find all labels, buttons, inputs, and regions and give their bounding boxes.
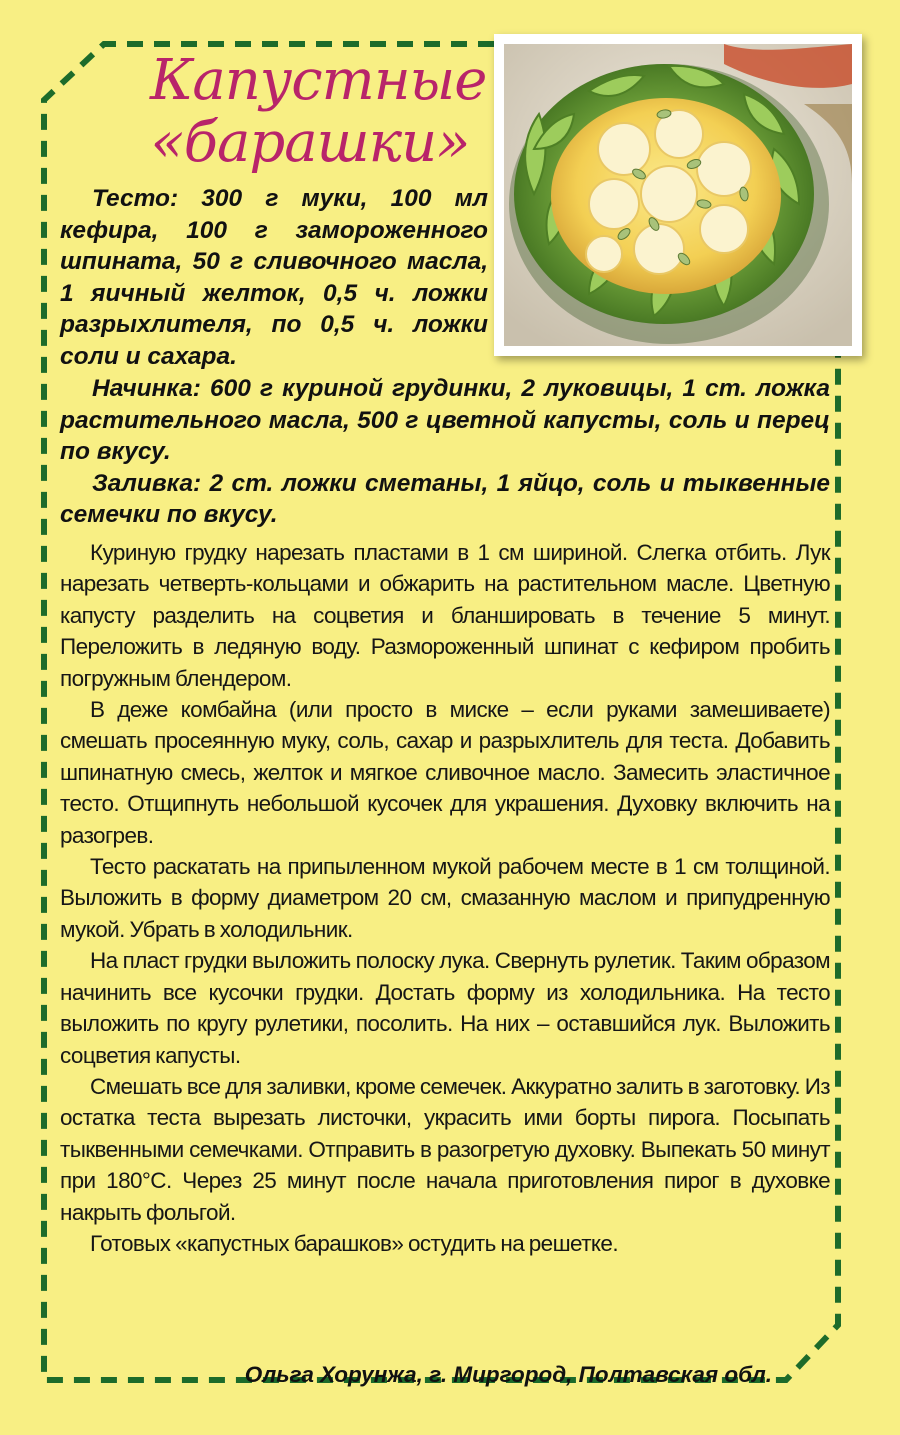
instructions — [60, 537, 830, 1259]
step-paragraph: Готовых «капустных барашков» остудить на решетке. — [90, 1230, 618, 1256]
step-paragraph: Куриную грудку нарезать пластами в 1 см шириной. Слегка отбить. Лук нарезать четверть-кольцами и обжарить на растительном масле. Цветную капусту разделить на соцветия и бланшировать в течение 5 минут. Переложить в ледяную воду. Размороженный шпинат с кефиром пробить погружным блендером. — [60, 540, 830, 691]
title-line-2: «барашки» — [150, 110, 470, 175]
spinach-pie-with-cauliflower-photo — [504, 44, 852, 346]
step-paragraph: Смешать все для заливки, кроме семечек. Аккуратно залить в заготовку. Из остатка теста вырезать листочки, украсить ими борты пирога. Посыпать тыквенными семечками. Отправить в разогретую духовку. Выпекать 50 минут при 180°С. Через 25 минут после начала приготовления пирог в духовке накрыть фольгой. — [60, 1073, 831, 1225]
filling-text: Начинка: 600 г куриной грудинки, 2 луковицы, 1 ст. ложка растительного масла, 500 г цветной капусты, соль и перец по вкусу. — [60, 375, 830, 465]
recipe-title — [150, 48, 487, 175]
title-line-1: Капустные — [150, 48, 487, 113]
ingredients-filling-topping — [60, 373, 830, 531]
step-paragraph: Тесто раскатать на припыленном мукой рабочем месте в 1 см толщиной. Выложить в форму диаметром 20 см, смазанную маслом и припудренную мукой. Убрать в холодильник. — [60, 854, 830, 942]
step-paragraph: В деже комбайна (или просто в миске – если руками замешиваете) смешать просеянную муку, соль, сахар и разрыхлитель для теста. Добавить шпинатную смесь, желток и мягкое сливочное масло. Замесить эластичное тесто. Отщипнуть небольшой кусочек для украшения. Духовку включить на разогрев. — [60, 697, 830, 848]
dough-text: Тесто: 300 г муки, 100 мл кефира, 100 г замороженного шпината, 50 г сливочного масла, 1 яичный желток, 0,5 ч. ложки разрыхлителя, по 0,5 ч. ложки соли и сахара. — [60, 185, 488, 370]
dish-photo — [494, 34, 862, 356]
ingredients-dough — [60, 183, 488, 372]
step-paragraph: На пласт грудки выложить полоску лука. Свернуть рулетик. Таким образом начинить все кусочки грудки. Достать форму из холодильника. На тесто выложить по кругу рулетики, посолить. На них – оставшийся лук. Выложить соцветия капусты. — [60, 948, 830, 1068]
topping-text: Заливка: 2 ст. ложки сметаны, 1 яйцо, соль и тыквенные семечки по вкусу. — [60, 469, 830, 528]
author-signature: Ольга Хорунжа, г. Миргород, Полтавская обл. — [244, 1362, 772, 1387]
